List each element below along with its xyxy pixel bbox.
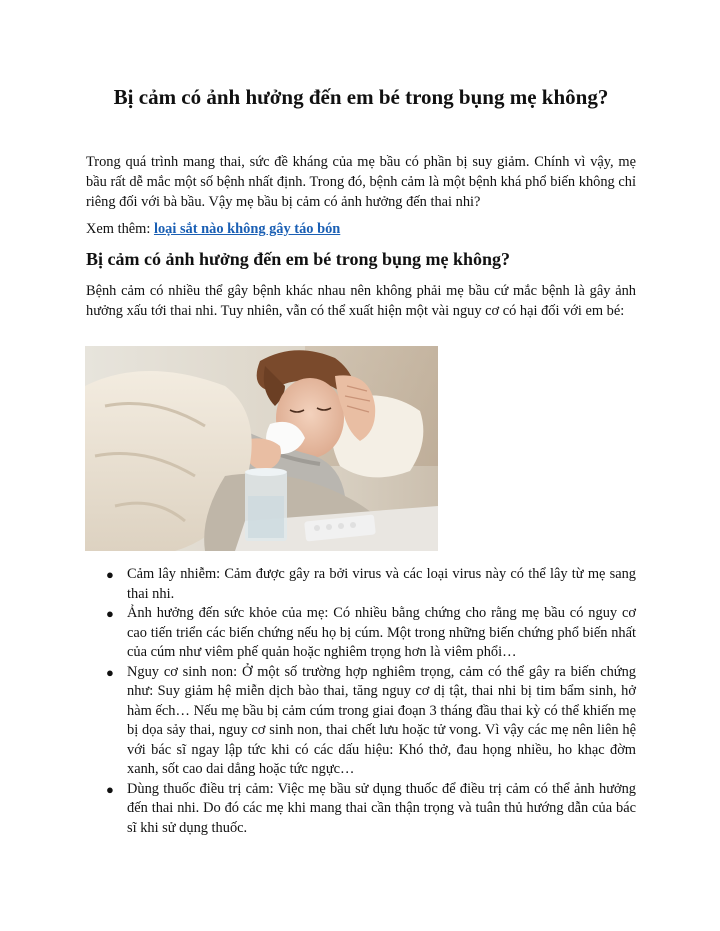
section-body-paragraph: Bệnh cảm có nhiều thể gây bệnh khác nhau nên không phải mẹ bầu cứ mắc bệnh là gây ảnh hưởng xấu tới thai nhi. Tuy nhiên, vẫn có thể xuất hiện một vài nguy cơ có hại đối với em bé:	[86, 283, 636, 319]
bullet-icon: ●	[106, 606, 114, 621]
bullet-icon: ●	[106, 664, 114, 680]
see-also-label: Xem thêm:	[86, 221, 154, 237]
list-item	[86, 663, 636, 780]
see-also-link[interactable]: loại sắt nào không gây táo bón	[153, 221, 341, 237]
list-item	[86, 565, 636, 604]
page-title: Bị cảm có ảnh hưởng đến em bé trong bụng mẹ không?	[113, 85, 609, 109]
see-also-line	[86, 219, 636, 239]
list-item-text: Ảnh hưởng đến sức khỏe của mẹ: Có nhiều bằng chứng cho rằng mẹ bầu có nguy cơ cao tiến triển các biến chứng nếu họ bị cúm. Một trong những biến chứng phổ biến nhất của cúm như viêm phế quản hoặc nghiêm trọng hơn là viêm phổi…	[127, 605, 636, 660]
intro-paragraph: Trong quá trình mang thai, sức đề kháng của mẹ bầu có phần bị suy giảm. Chính vì vậy, mẹ bầu rất dễ mắc một số bệnh nhất định. Trong đó, bệnh cảm là một bệnh khá phổ biến không chỉ riêng đối với bà bầu. Vậy mẹ bầu bị cảm có ảnh hưởng đến thai nhi?	[86, 154, 636, 210]
bullet-icon: ●	[106, 781, 114, 797]
list-item-text: Cảm lây nhiễm: Cảm được gây ra bởi virus và các loại virus này có thể lây từ mẹ sang thai nhi.	[127, 566, 636, 602]
list-item	[86, 780, 636, 839]
list-item	[86, 604, 636, 663]
sick-woman-photo	[85, 346, 438, 551]
bullet-icon: ●	[106, 567, 114, 582]
risk-list	[86, 565, 636, 838]
list-item-text: Dùng thuốc điều trị cảm: Việc mẹ bầu sử dụng thuốc để điều trị cảm có thể ảnh hưởng đến thai nhi. Do đó các mẹ khi mang thai cần thận trọng và tuân thủ hướng dẫn của bác sĩ khi sử dụng thuốc.	[127, 780, 636, 836]
list-item-text: Nguy cơ sinh non: Ở một số trường hợp nghiêm trọng, cảm có thể gây ra biến chứng như: Suy giảm hệ miễn dịch bào thai, tăng nguy cơ dị tật, thai nhi bị tim bẩm sinh, hở hàm ếch… Nếu mẹ bầu bị cảm cúm trong giai đoạn 3 tháng đầu thai kỳ có thể khiến mẹ bị dọa sảy thai, nguy cơ sinh non, thai chết lưu hoặc tử vong. Vì vậy các mẹ nên liên hệ với bác sĩ ngay lập tức khi có các dấu hiệu: Khó thở, đau họng nhiều, ho khạc đờm xanh, sốt cao dai dẳng hoặc tức ngực…	[127, 663, 636, 777]
section-heading: Bị cảm có ảnh hưởng đến em bé trong bụng mẹ không?	[86, 249, 511, 269]
